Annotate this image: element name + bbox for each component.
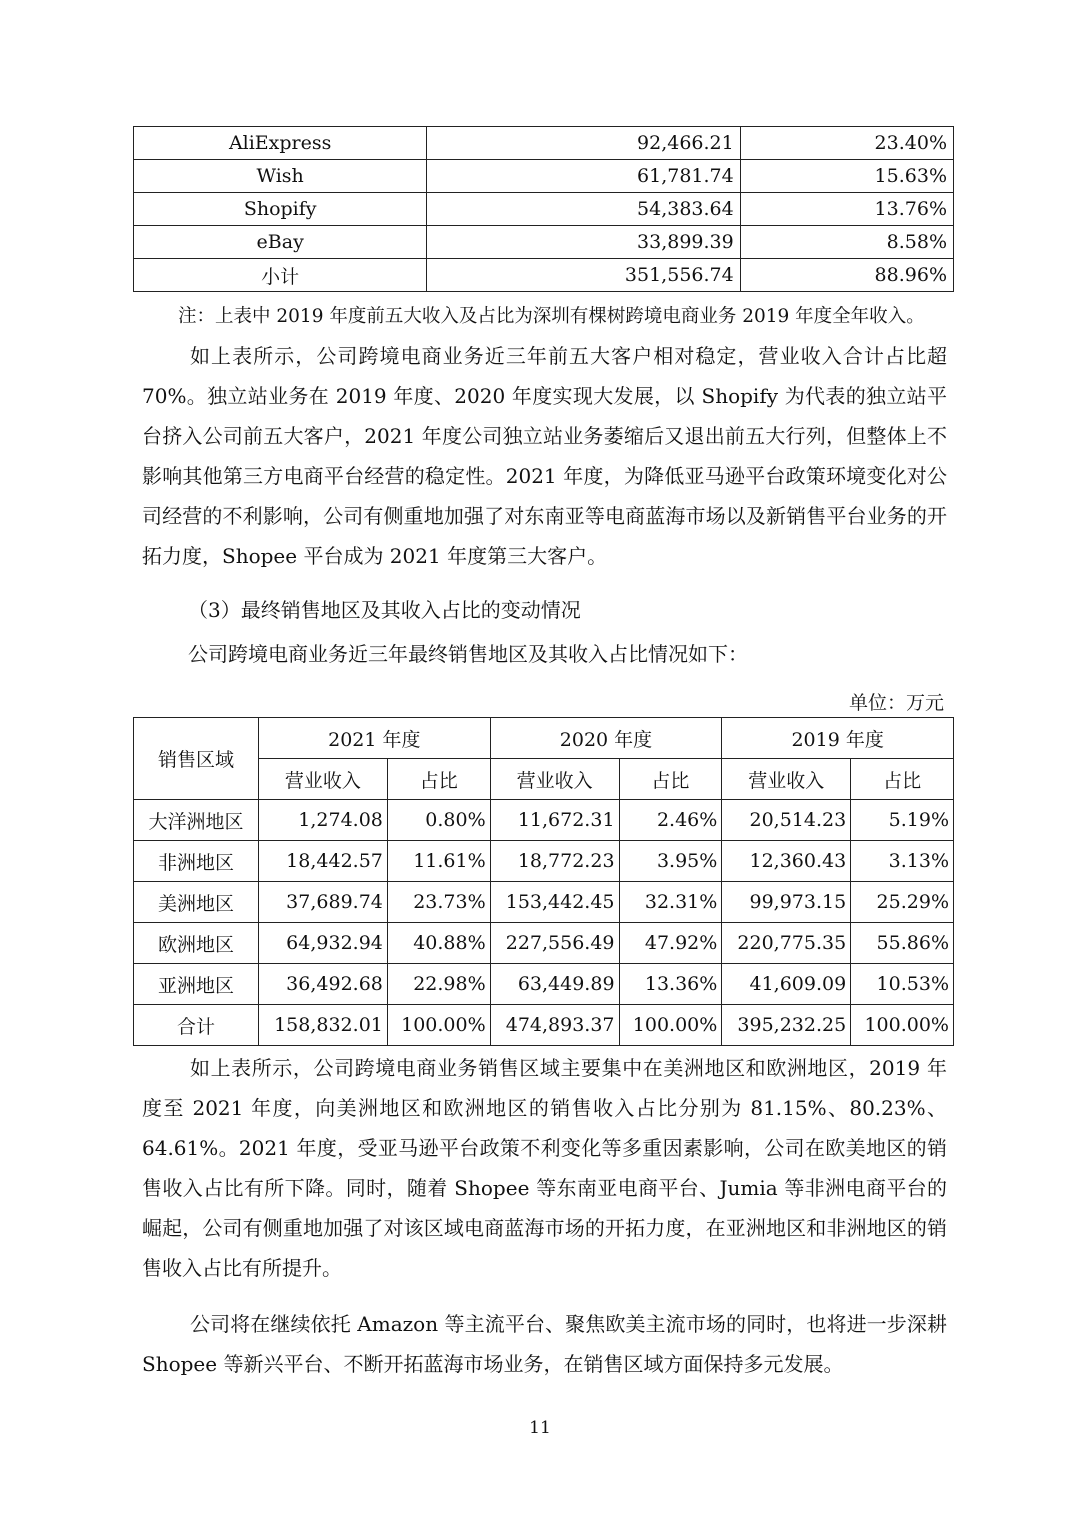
cell-value: 227,556.49 [490, 923, 619, 964]
cell-value: 100.00% [387, 1005, 490, 1046]
cell-value: 220,775.35 [722, 923, 851, 964]
year-header: 2020 年度 [490, 718, 722, 759]
customer-share: 15.63% [740, 160, 953, 193]
cell-value: 11.61% [387, 841, 490, 882]
customer-revenue: 54,383.64 [427, 193, 740, 226]
table-row [134, 841, 954, 882]
cell-value: 36,492.68 [259, 964, 388, 1005]
top-customers-table [133, 126, 954, 292]
share-subheader: 占比 [387, 759, 490, 800]
region-name: 合计 [134, 1005, 259, 1046]
paragraph-outlook: 公司将在继续依托 Amazon 等主流平台、聚焦欧美主流市场的同时，也将进一步深耕 Shopee 等新兴平台、不断开拓蓝海市场业务，在销售区域方面保持多元发展。 [142, 1312, 947, 1376]
cell-value: 63,449.89 [490, 964, 619, 1005]
customer-share: 88.96% [740, 259, 953, 292]
region-name: 亚洲地区 [134, 964, 259, 1005]
cell-value: 32.31% [619, 882, 722, 923]
cell-value: 99,973.15 [722, 882, 851, 923]
customer-name: AliExpress [134, 127, 427, 160]
cell-value: 25.29% [851, 882, 954, 923]
cell-value: 55.86% [851, 923, 954, 964]
cell-value: 3.13% [851, 841, 954, 882]
customer-share: 8.58% [740, 226, 953, 259]
share-subheader: 占比 [619, 759, 722, 800]
cell-value: 23.73% [387, 882, 490, 923]
region-name: 欧洲地区 [134, 923, 259, 964]
share-subheader: 占比 [851, 759, 954, 800]
region-name: 美洲地区 [134, 882, 259, 923]
table-note: 注：上表中 2019 年度前五大收入及占比为深圳有棵树跨境电商业务 2019 年度全年收入。 [178, 306, 925, 327]
year-header: 2019 年度 [722, 718, 954, 759]
cell-value: 100.00% [851, 1005, 954, 1046]
cell-value: 64,932.94 [259, 923, 388, 964]
cell-value: 100.00% [619, 1005, 722, 1046]
revenue-subheader: 营业收入 [722, 759, 851, 800]
customer-name: 小计 [134, 259, 427, 292]
page-number: 11 [529, 1418, 551, 1438]
region-revenue-table [133, 717, 954, 1046]
table-row [134, 964, 954, 1005]
cell-value: 41,609.09 [722, 964, 851, 1005]
table-row [134, 193, 954, 226]
cell-value: 40.88% [387, 923, 490, 964]
year-header: 2021 年度 [259, 718, 491, 759]
table-row-subtotal [134, 259, 954, 292]
table-row [134, 800, 954, 841]
customer-share: 23.40% [740, 127, 953, 160]
cell-value: 13.36% [619, 964, 722, 1005]
paragraph-regions: 如上表所示，公司跨境电商业务销售区域主要集中在美洲地区和欧洲地区，2019 年度至 2021 年度，向美洲地区和欧洲地区的销售收入占比分别为 81.15%、80.23%、64.61%。2021 年度，受亚马逊平台政策不利变化等多重因素影响，公司在欧美地区的销售收入占比有所下降。同时，随着 Shopee 等东南亚电商平台、Jumia 等非洲电商平台的崛起，公司有侧重地加强了对该区域电商蓝海市场的开拓力度，在亚洲地区和非洲地区的销售收入占比有所提升。 [142, 1056, 947, 1280]
cell-value: 47.92% [619, 923, 722, 964]
cell-value: 5.19% [851, 800, 954, 841]
cell-value: 0.80% [387, 800, 490, 841]
cell-value: 18,442.57 [259, 841, 388, 882]
revenue-subheader: 营业收入 [259, 759, 388, 800]
table-row [134, 923, 954, 964]
customer-revenue: 61,781.74 [427, 160, 740, 193]
cell-value: 11,672.31 [490, 800, 619, 841]
cell-value: 2.46% [619, 800, 722, 841]
unit-label: 单位：万元 [848, 692, 944, 714]
paragraph-customers: 如上表所示，公司跨境电商业务近三年前五大客户相对稳定，营业收入合计占比超 70%。独立站业务在 2019 年度、2020 年度实现大发展，以 Shopify 为代表的独立站平台挤入公司前五大客户，2021 年度公司独立站业务萎缩后又退出前五大行列，但整体上不影响其他第三方电商平台经营的稳定性。2021 年度，为降低亚马逊平台政策环境变化对公司经营的不利影响，公司有侧重地加强了对东南亚等电商蓝海市场以及新销售平台业务的开拓力度，Shopee 平台成为 2021 年度第三大客户。 [142, 344, 947, 568]
customer-name: Shopify [134, 193, 427, 226]
section-heading: （3）最终销售地区及其收入占比的变动情况 [188, 598, 581, 622]
cell-value: 10.53% [851, 964, 954, 1005]
customer-name: eBay [134, 226, 427, 259]
region-header: 销售区域 [134, 718, 259, 800]
cell-value: 18,772.23 [490, 841, 619, 882]
cell-value: 158,832.01 [259, 1005, 388, 1046]
revenue-subheader: 营业收入 [490, 759, 619, 800]
cell-value: 3.95% [619, 841, 722, 882]
table-row [134, 882, 954, 923]
region-name: 大洋洲地区 [134, 800, 259, 841]
cell-value: 474,893.37 [490, 1005, 619, 1046]
customer-name: Wish [134, 160, 427, 193]
table-row [134, 226, 954, 259]
cell-value: 20,514.23 [722, 800, 851, 841]
customer-revenue: 33,899.39 [427, 226, 740, 259]
customer-revenue: 351,556.74 [427, 259, 740, 292]
cell-value: 12,360.43 [722, 841, 851, 882]
region-name: 非洲地区 [134, 841, 259, 882]
cell-value: 395,232.25 [722, 1005, 851, 1046]
table-row [134, 160, 954, 193]
table-row-total [134, 1005, 954, 1046]
cell-value: 22.98% [387, 964, 490, 1005]
table-header-row [134, 718, 954, 759]
customer-share: 13.76% [740, 193, 953, 226]
cell-value: 153,442.45 [490, 882, 619, 923]
table-intro: 公司跨境电商业务近三年最终销售地区及其收入占比情况如下： [188, 642, 748, 666]
cell-value: 37,689.74 [259, 882, 388, 923]
customer-revenue: 92,466.21 [427, 127, 740, 160]
table-row [134, 127, 954, 160]
cell-value: 1,274.08 [259, 800, 388, 841]
